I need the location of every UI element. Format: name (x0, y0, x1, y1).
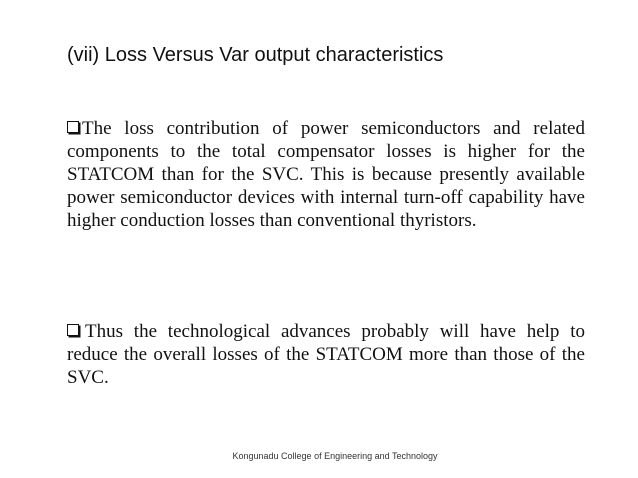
square-bullet-icon (67, 324, 79, 336)
slide-footer: Kongunadu College of Engineering and Technology (232, 451, 438, 461)
square-bullet-icon (67, 121, 79, 133)
slide-title: (vii) Loss Versus Var output characteristics (67, 44, 444, 66)
bullet-paragraph-1 (67, 117, 585, 232)
bullet-paragraph-2 (67, 320, 585, 389)
bullet-text-2: Thus the technological advances probably will have help to reduce the overall losses of the STATCOM more than those of the SVC. (67, 321, 585, 388)
bullet-text-1: The loss contribution of power semiconductors and related components to the total compensator losses is higher for the STATCOM than for the SVC. This is because presently available power semiconductor devices with internal turn-off capability have higher conduction losses than conventional thyristors. (67, 118, 585, 231)
